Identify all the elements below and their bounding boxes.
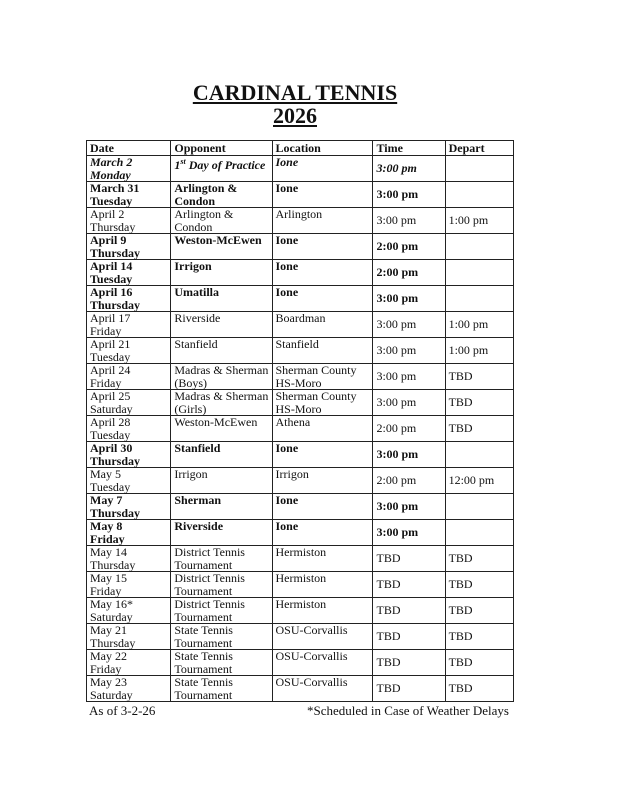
cell-time bbox=[373, 416, 445, 442]
cell-location-line: Stanfield bbox=[275, 337, 319, 351]
cell-date bbox=[87, 182, 171, 208]
cell-date-line: May 5 bbox=[90, 467, 121, 481]
cell-time bbox=[373, 234, 445, 260]
cell-date bbox=[87, 364, 171, 390]
cell-depart bbox=[445, 624, 513, 650]
cell-opponent bbox=[171, 312, 272, 338]
cell-date-line: March 31 bbox=[90, 181, 140, 195]
cell-location-line: Hermiston bbox=[275, 571, 327, 585]
cell-opponent bbox=[171, 442, 272, 468]
header-date: Date bbox=[87, 141, 171, 156]
cell-date-line: Saturday bbox=[90, 609, 133, 624]
table-row bbox=[87, 650, 514, 676]
table-row bbox=[87, 676, 514, 702]
cell-depart-value: TBD bbox=[448, 603, 473, 617]
cell-location-line: Boardman bbox=[275, 311, 326, 325]
cell-opponent bbox=[171, 624, 272, 650]
table-row bbox=[87, 312, 514, 338]
cell-date bbox=[87, 156, 171, 182]
cell-opponent-line: District Tennis bbox=[174, 597, 245, 611]
cell-opponent-line: Sherman bbox=[174, 493, 222, 507]
cell-date bbox=[87, 572, 171, 598]
cell-time bbox=[373, 182, 445, 208]
cell-time-value: 3:00 pm bbox=[376, 395, 417, 409]
cell-date-line: April 25 bbox=[90, 389, 131, 403]
cell-date-line: April 24 bbox=[90, 363, 131, 377]
cell-date bbox=[87, 676, 171, 702]
cell-opponent bbox=[171, 494, 272, 520]
cell-date bbox=[87, 650, 171, 676]
cell-depart bbox=[445, 182, 513, 208]
table-row bbox=[87, 286, 514, 312]
cell-date bbox=[87, 312, 171, 338]
cell-time bbox=[373, 364, 445, 390]
cell-opponent-line: Irrigon bbox=[174, 259, 212, 273]
cell-depart-value bbox=[449, 442, 510, 448]
cell-date-line: Thursday bbox=[90, 297, 141, 312]
cell-opponent-line: Umatilla bbox=[174, 285, 220, 299]
cell-date bbox=[87, 442, 171, 468]
cell-location bbox=[272, 286, 373, 312]
cell-date-line: May 7 bbox=[90, 493, 123, 507]
cell-opponent-line: Riverside bbox=[174, 311, 221, 325]
cell-date-line: May 23 bbox=[90, 675, 127, 689]
cell-opponent-line: District Tennis bbox=[174, 571, 245, 585]
cell-depart bbox=[445, 312, 513, 338]
cell-depart bbox=[445, 468, 513, 494]
cell-location bbox=[272, 208, 373, 234]
cell-location bbox=[272, 650, 373, 676]
cell-location bbox=[272, 520, 373, 546]
cell-location bbox=[272, 156, 373, 182]
cell-time bbox=[373, 650, 445, 676]
cell-opponent-line: (Boys) bbox=[174, 375, 208, 390]
cell-location bbox=[272, 442, 373, 468]
cell-opponent-line: District Tennis bbox=[174, 545, 245, 559]
cell-date-line: Saturday bbox=[90, 687, 133, 702]
cell-date-line: Friday bbox=[90, 375, 122, 390]
cell-opponent-line: Tournament bbox=[174, 661, 233, 676]
cell-location bbox=[272, 260, 373, 286]
cell-time bbox=[373, 676, 445, 702]
page-subtitle-year: 2026 bbox=[273, 103, 317, 128]
cell-date-line: April 21 bbox=[90, 337, 131, 351]
cell-depart-value: TBD bbox=[448, 681, 473, 695]
cell-date-line: May 16* bbox=[90, 597, 133, 611]
cell-depart bbox=[445, 442, 513, 468]
cell-date bbox=[87, 624, 171, 650]
header-depart: Depart bbox=[445, 141, 513, 156]
cell-opponent bbox=[171, 546, 272, 572]
cell-opponent-line: Stanfield bbox=[174, 441, 221, 455]
table-row bbox=[87, 182, 514, 208]
cell-opponent bbox=[171, 572, 272, 598]
cell-time-value: 3:00 pm bbox=[376, 213, 417, 227]
table-row bbox=[87, 338, 514, 364]
cell-opponent-line: Tournament bbox=[174, 687, 233, 702]
cell-location-line: Athena bbox=[275, 415, 311, 429]
cell-date-line: May 22 bbox=[90, 649, 127, 663]
as-of-date: As of 3-2-26 bbox=[89, 703, 156, 718]
weather-footnote: *Scheduled in Case of Weather Delays bbox=[307, 703, 509, 718]
cell-location-line: Ione bbox=[275, 181, 299, 195]
cell-depart bbox=[445, 520, 513, 546]
cell-opponent-line: Arlington & bbox=[174, 181, 238, 195]
cell-opponent bbox=[171, 390, 272, 416]
cell-time-value: 2:00 pm bbox=[376, 473, 417, 487]
cell-time bbox=[373, 598, 445, 624]
cell-time bbox=[373, 468, 445, 494]
cell-opponent-line: Tournament bbox=[174, 609, 233, 624]
cell-depart-value: 1:00 pm bbox=[448, 317, 489, 331]
cell-opponent-line: Madras & Sherman bbox=[174, 363, 269, 377]
table-row bbox=[87, 234, 514, 260]
cell-opponent bbox=[171, 650, 272, 676]
cell-depart-value bbox=[449, 286, 510, 292]
cell-depart-value: 1:00 pm bbox=[448, 213, 489, 227]
cell-date bbox=[87, 598, 171, 624]
cell-depart bbox=[445, 546, 513, 572]
cell-depart bbox=[445, 494, 513, 520]
cell-date-line: April 9 bbox=[90, 233, 127, 247]
cell-time-value: 3:00 pm bbox=[376, 291, 419, 305]
cell-time-value: TBD bbox=[376, 551, 401, 565]
cell-location-line: HS-Moro bbox=[275, 401, 322, 416]
cell-time bbox=[373, 442, 445, 468]
cell-depart bbox=[445, 260, 513, 286]
table-row bbox=[87, 494, 514, 520]
cell-location bbox=[272, 312, 373, 338]
cell-opponent-line: Condon bbox=[174, 193, 216, 208]
cell-date-line: Friday bbox=[90, 323, 122, 338]
table-row bbox=[87, 260, 514, 286]
cell-depart bbox=[445, 156, 513, 182]
table-row bbox=[87, 468, 514, 494]
schedule-body bbox=[87, 156, 514, 702]
cell-opponent-line: Arlington & bbox=[174, 207, 234, 221]
cell-date-line: Thursday bbox=[90, 635, 136, 650]
cell-date-line: Friday bbox=[90, 661, 122, 676]
cell-opponent-line: State Tennis bbox=[174, 675, 233, 689]
cell-opponent bbox=[171, 364, 272, 390]
cell-time bbox=[373, 520, 445, 546]
cell-depart-value bbox=[449, 520, 510, 526]
cell-time bbox=[373, 156, 445, 182]
cell-date-line: April 17 bbox=[90, 311, 131, 325]
cell-depart-value: TBD bbox=[448, 369, 473, 383]
cell-time bbox=[373, 286, 445, 312]
cell-location bbox=[272, 598, 373, 624]
cell-depart-value: TBD bbox=[448, 655, 473, 669]
table-row bbox=[87, 390, 514, 416]
cell-date-line: April 14 bbox=[90, 259, 133, 273]
schedule-table bbox=[86, 140, 514, 702]
cell-time-value: 2:00 pm bbox=[376, 239, 419, 253]
cell-date-line: Tuesday bbox=[90, 271, 133, 286]
cell-depart bbox=[445, 364, 513, 390]
cell-time-value: 3:00 pm bbox=[376, 447, 419, 461]
cell-depart-value bbox=[449, 234, 510, 240]
cell-location bbox=[272, 338, 373, 364]
cell-date-line: Thursday bbox=[90, 557, 136, 572]
cell-opponent-line: Tournament bbox=[174, 557, 233, 572]
cell-opponent bbox=[171, 520, 272, 546]
cell-location bbox=[272, 364, 373, 390]
cell-location-line: Ione bbox=[275, 285, 299, 299]
cell-time-value: 3:00 pm bbox=[376, 317, 417, 331]
cell-time-value: TBD bbox=[376, 577, 401, 591]
cell-depart bbox=[445, 234, 513, 260]
cell-date-line: Tuesday bbox=[90, 193, 133, 208]
cell-location-line: Ione bbox=[275, 233, 299, 247]
cell-location-line: Ione bbox=[275, 259, 299, 273]
cell-date-line: March 2 bbox=[90, 155, 133, 169]
cell-time-value: 3:00 pm bbox=[376, 369, 417, 383]
cell-location-line: OSU-Corvallis bbox=[275, 675, 348, 689]
cell-opponent bbox=[171, 260, 272, 286]
cell-date-line: Saturday bbox=[90, 401, 133, 416]
cell-depart bbox=[445, 208, 513, 234]
cell-time-value: 3:00 pm bbox=[376, 343, 417, 357]
cell-location-line: Hermiston bbox=[275, 597, 327, 611]
cell-opponent bbox=[171, 468, 272, 494]
cell-location-line: HS-Moro bbox=[275, 375, 322, 390]
table-row bbox=[87, 442, 514, 468]
cell-location-line: Sherman County bbox=[275, 363, 357, 377]
table-row bbox=[87, 208, 514, 234]
cell-depart bbox=[445, 390, 513, 416]
cell-opponent-line: Tournament bbox=[174, 583, 233, 598]
cell-depart-value bbox=[449, 182, 510, 188]
cell-time bbox=[373, 572, 445, 598]
cell-date-line: Friday bbox=[90, 531, 125, 546]
cell-time-value: 3:00 pm bbox=[376, 499, 419, 513]
cell-date bbox=[87, 286, 171, 312]
cell-opponent-line: Weston-McEwen bbox=[174, 415, 258, 429]
cell-location bbox=[272, 676, 373, 702]
cell-date bbox=[87, 520, 171, 546]
cell-time bbox=[373, 208, 445, 234]
cell-opponent-line: Irrigon bbox=[174, 467, 208, 481]
cell-time-value: TBD bbox=[376, 629, 401, 643]
cell-location bbox=[272, 468, 373, 494]
cell-location-line: Ione bbox=[275, 155, 299, 169]
cell-location bbox=[272, 546, 373, 572]
cell-depart-value bbox=[449, 156, 510, 162]
cell-date-line: Tuesday bbox=[90, 427, 131, 442]
cell-time-value: 2:00 pm bbox=[376, 421, 417, 435]
cell-depart-value: 1:00 pm bbox=[448, 343, 489, 357]
cell-opponent bbox=[171, 598, 272, 624]
cell-opponent bbox=[171, 208, 272, 234]
cell-date-line: April 28 bbox=[90, 415, 131, 429]
page-title: CARDINAL TENNIS bbox=[192, 80, 398, 105]
cell-time bbox=[373, 312, 445, 338]
cell-location bbox=[272, 572, 373, 598]
table-row bbox=[87, 156, 514, 182]
cell-location bbox=[272, 234, 373, 260]
cell-date-line: May 15 bbox=[90, 571, 127, 585]
cell-date-line: April 16 bbox=[90, 285, 133, 299]
cell-time-value: TBD bbox=[376, 681, 401, 695]
cell-date bbox=[87, 260, 171, 286]
cell-location bbox=[272, 390, 373, 416]
cell-depart bbox=[445, 338, 513, 364]
cell-location-line: Ione bbox=[275, 441, 299, 455]
cell-opponent bbox=[171, 156, 272, 182]
cell-location-line: OSU-Corvallis bbox=[275, 623, 348, 637]
cell-depart-value bbox=[449, 260, 510, 266]
cell-time-value: 3:00 pm bbox=[376, 187, 419, 201]
cell-opponent-line: State Tennis bbox=[174, 623, 233, 637]
cell-depart-value: 12:00 pm bbox=[448, 473, 495, 487]
cell-depart bbox=[445, 416, 513, 442]
cell-time-value: 2:00 pm bbox=[376, 265, 419, 279]
cell-location-line: Arlington bbox=[275, 207, 323, 221]
cell-location-line: Sherman County bbox=[275, 389, 357, 403]
cell-location-line: Ione bbox=[275, 519, 299, 533]
cell-depart-value: TBD bbox=[448, 551, 473, 565]
cell-date-line: May 14 bbox=[90, 545, 127, 559]
cell-date-line: Friday bbox=[90, 583, 122, 598]
cell-opponent-line: Condon bbox=[174, 219, 213, 234]
cell-depart bbox=[445, 650, 513, 676]
cell-opponent-line: 1st Day of Practice bbox=[174, 157, 266, 172]
header-opponent: Opponent bbox=[171, 141, 272, 156]
cell-time-value: 3:00 pm bbox=[376, 161, 417, 175]
cell-date bbox=[87, 468, 171, 494]
cell-date-line: Monday bbox=[90, 167, 131, 182]
cell-location bbox=[272, 494, 373, 520]
cell-date-line: April 30 bbox=[90, 441, 133, 455]
cell-depart bbox=[445, 676, 513, 702]
cell-depart-value: TBD bbox=[448, 629, 473, 643]
cell-depart bbox=[445, 286, 513, 312]
cell-time bbox=[373, 390, 445, 416]
cell-date-line: May 8 bbox=[90, 519, 123, 533]
cell-depart-value bbox=[449, 494, 510, 500]
table-row bbox=[87, 598, 514, 624]
table-row bbox=[87, 624, 514, 650]
table-row bbox=[87, 364, 514, 390]
cell-opponent-line: Tournament bbox=[174, 635, 233, 650]
cell-time bbox=[373, 546, 445, 572]
cell-opponent bbox=[171, 182, 272, 208]
cell-opponent bbox=[171, 234, 272, 260]
cell-time-value: 3:00 pm bbox=[376, 525, 419, 539]
cell-date-line: April 2 bbox=[90, 207, 125, 221]
cell-date-line: Thursday bbox=[90, 453, 141, 468]
table-header-row bbox=[87, 141, 514, 156]
table-row bbox=[87, 572, 514, 598]
cell-opponent bbox=[171, 676, 272, 702]
cell-date bbox=[87, 234, 171, 260]
cell-location-line: Ione bbox=[275, 493, 299, 507]
cell-date-line: Thursday bbox=[90, 245, 141, 260]
cell-opponent-line: State Tennis bbox=[174, 649, 233, 663]
table-row bbox=[87, 416, 514, 442]
cell-location-line: Irrigon bbox=[275, 467, 309, 481]
cell-location-line: OSU-Corvallis bbox=[275, 649, 348, 663]
cell-opponent-line: (Girls) bbox=[174, 401, 207, 416]
cell-date bbox=[87, 494, 171, 520]
cell-depart-value: TBD bbox=[448, 577, 473, 591]
cell-depart bbox=[445, 572, 513, 598]
cell-opponent bbox=[171, 286, 272, 312]
cell-date-line: Tuesday bbox=[90, 479, 131, 494]
cell-depart-value: TBD bbox=[448, 421, 473, 435]
cell-opponent-line: Weston-McEwen bbox=[174, 233, 262, 247]
cell-date bbox=[87, 208, 171, 234]
cell-date bbox=[87, 390, 171, 416]
cell-time-value: TBD bbox=[376, 655, 401, 669]
cell-location bbox=[272, 182, 373, 208]
cell-opponent-line: Riverside bbox=[174, 519, 224, 533]
cell-opponent-line: Stanfield bbox=[174, 337, 218, 351]
cell-time bbox=[373, 494, 445, 520]
cell-date bbox=[87, 546, 171, 572]
table-row bbox=[87, 520, 514, 546]
cell-date-line: Thursday bbox=[90, 505, 141, 520]
cell-location bbox=[272, 624, 373, 650]
cell-time bbox=[373, 338, 445, 364]
cell-date-line: Thursday bbox=[90, 219, 136, 234]
cell-location bbox=[272, 416, 373, 442]
cell-date bbox=[87, 416, 171, 442]
table-row bbox=[87, 546, 514, 572]
cell-depart-value: TBD bbox=[448, 395, 473, 409]
cell-date-line: Tuesday bbox=[90, 349, 131, 364]
cell-opponent bbox=[171, 416, 272, 442]
cell-time bbox=[373, 260, 445, 286]
header-time: Time bbox=[373, 141, 445, 156]
cell-time bbox=[373, 624, 445, 650]
cell-date bbox=[87, 338, 171, 364]
cell-time-value: TBD bbox=[376, 603, 401, 617]
cell-location-line: Hermiston bbox=[275, 545, 327, 559]
cell-opponent-line: Madras & Sherman bbox=[174, 389, 269, 403]
cell-date-line: May 21 bbox=[90, 623, 127, 637]
cell-opponent bbox=[171, 338, 272, 364]
cell-depart bbox=[445, 598, 513, 624]
header-location: Location bbox=[272, 141, 373, 156]
